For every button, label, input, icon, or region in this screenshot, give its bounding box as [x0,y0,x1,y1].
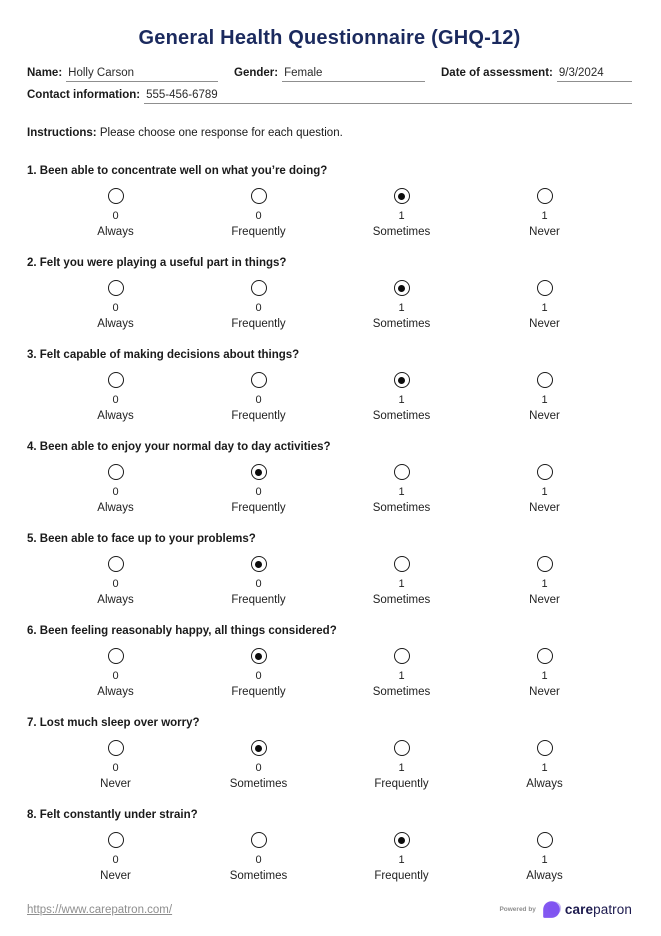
date-of-assessment-label: Date of assessment: [441,67,553,79]
answer-option [44,648,187,699]
option-score: 1 [541,762,548,774]
option-score: 1 [398,486,405,498]
option-score: 1 [541,302,548,314]
question-text: 6. Been feeling reasonably happy, all things considered? [27,625,337,637]
question-block [27,808,632,883]
answer-option [330,832,473,883]
option-label: Frequently [231,410,286,422]
powered-by-badge [499,899,632,920]
option-label: Always [97,410,134,422]
instructions-text [27,127,632,139]
answer-option [187,280,330,331]
option-score: 0 [112,302,119,314]
options-row [44,556,616,607]
answer-option [44,832,187,883]
answer-option [330,188,473,239]
answer-option [187,832,330,883]
name-input[interactable]: Holly Carson [66,67,218,82]
answer-option [330,280,473,331]
name-field [27,67,218,82]
radio-button[interactable] [537,372,553,388]
radio-button[interactable] [537,740,553,756]
option-score: 1 [398,762,405,774]
question-text: 7. Lost much sleep over worry? [27,717,200,729]
options-row [44,832,616,883]
option-score: 1 [541,486,548,498]
option-score: 0 [112,670,119,682]
option-score: 1 [541,854,548,866]
radio-button[interactable] [537,556,553,572]
answer-option [473,372,616,423]
radio-button[interactable] [251,556,267,572]
radio-button[interactable] [394,740,410,756]
option-label: Always [526,870,563,882]
option-label: Sometimes [229,870,288,882]
question-block [27,164,632,239]
question-block [27,440,632,515]
question-block [27,624,632,699]
option-score: 0 [255,486,262,498]
options-row [44,740,616,791]
answer-option [473,648,616,699]
radio-button[interactable] [108,372,124,388]
radio-button[interactable] [108,740,124,756]
header-fields-row-1 [27,67,632,82]
question-block [27,256,632,331]
option-score: 1 [541,394,548,406]
option-score: 0 [255,670,262,682]
answer-option [473,464,616,515]
answer-option [330,372,473,423]
gender-input[interactable]: Female [282,67,425,82]
contact-information-input[interactable]: 555-456-6789 [144,89,632,104]
option-score: 1 [541,670,548,682]
answer-option [187,464,330,515]
option-label: Always [97,594,134,606]
page-title: General Health Questionnaire (GHQ-12) [138,27,521,49]
option-label: Never [100,778,131,790]
radio-button[interactable] [251,740,267,756]
option-label: Frequently [231,502,286,514]
option-score: 0 [255,302,262,314]
answer-option [187,188,330,239]
answer-option [44,556,187,607]
option-label: Frequently [231,226,286,238]
radio-button[interactable] [251,832,267,848]
radio-button[interactable] [537,464,553,480]
radio-button[interactable] [108,832,124,848]
option-score: 0 [112,210,119,222]
radio-button[interactable] [394,188,410,204]
answer-option [330,464,473,515]
page-footer [27,899,632,920]
option-label: Always [97,502,134,514]
question-block [27,532,632,607]
powered-by-label: Powered by [499,906,536,913]
options-row [44,188,616,239]
date-of-assessment-input[interactable]: 9/3/2024 [557,67,632,82]
option-label: Sometimes [372,318,431,330]
question-text: 1. Been able to concentrate well on what you’re doing? [27,165,328,177]
radio-button[interactable] [251,188,267,204]
answer-option [187,556,330,607]
option-label: Never [529,410,560,422]
option-label: Frequently [374,870,429,882]
option-score: 0 [255,578,262,590]
radio-button[interactable] [537,188,553,204]
option-score: 0 [112,394,119,406]
carepatron-wordmark-bold: care [564,902,594,917]
option-label: Sometimes [372,226,431,238]
question-text: 8. Felt constantly under strain? [27,809,198,821]
answer-option [330,648,473,699]
radio-button[interactable] [108,648,124,664]
option-label: Never [529,686,560,698]
option-label: Frequently [374,778,429,790]
question-text: 2. Felt you were playing a useful part in things? [27,257,287,269]
answer-option [44,280,187,331]
option-label: Never [529,226,560,238]
carepatron-link[interactable]: https://www.carepatron.com/ [27,903,173,916]
answer-option [330,556,473,607]
option-score: 0 [255,210,262,222]
options-row [44,648,616,699]
option-score: 1 [541,578,548,590]
name-label: Name: [27,67,63,79]
question-block [27,348,632,423]
option-score: 1 [398,854,405,866]
options-row [44,280,616,331]
contact-information-field [27,89,632,104]
radio-button[interactable] [394,280,410,296]
answer-option [187,740,330,791]
question-text: 5. Been able to face up to your problems? [27,533,256,545]
answer-option [187,648,330,699]
option-score: 1 [398,670,405,682]
radio-button[interactable] [251,372,267,388]
radio-button[interactable] [394,648,410,664]
option-label: Sometimes [372,686,431,698]
radio-button[interactable] [537,648,553,664]
option-score: 0 [112,486,119,498]
option-score: 0 [112,762,119,774]
option-label: Sometimes [372,502,431,514]
radio-button[interactable] [108,556,124,572]
option-label: Never [529,594,560,606]
answer-option [44,740,187,791]
option-score: 0 [255,762,262,774]
question-block [27,716,632,791]
contact-information-label: Contact information: [27,89,141,101]
answer-option [44,464,187,515]
answer-option [187,372,330,423]
answer-option [473,188,616,239]
option-label: Never [529,502,560,514]
option-score: 1 [398,302,405,314]
header-fields-row-2 [27,89,632,104]
option-label: Frequently [231,318,286,330]
carepatron-bubble-icon [541,899,562,920]
instructions-body: Please choose one response for each question. [99,127,343,139]
radio-button[interactable] [108,188,124,204]
option-score: 0 [255,854,262,866]
options-row [44,372,616,423]
instructions-label: Instructions: [27,127,97,139]
option-score: 0 [112,578,119,590]
questions-list [27,164,632,883]
carepatron-wordmark-light: patron [593,902,632,917]
option-score: 1 [541,210,548,222]
carepatron-logo [541,899,632,920]
radio-button[interactable] [108,280,124,296]
option-score: 1 [398,210,405,222]
option-score: 0 [255,394,262,406]
options-row [44,464,616,515]
date-of-assessment-field [441,67,632,82]
option-score: 1 [398,394,405,406]
radio-button[interactable] [251,280,267,296]
option-score: 0 [112,854,119,866]
answer-option [330,740,473,791]
answer-option [473,832,616,883]
answer-option [44,188,187,239]
option-label: Never [100,870,131,882]
radio-button[interactable] [537,832,553,848]
carepatron-wordmark [565,902,632,917]
gender-label: Gender: [234,67,279,79]
option-label: Sometimes [372,410,431,422]
option-label: Sometimes [229,778,288,790]
answer-option [473,280,616,331]
option-label: Always [97,318,134,330]
radio-button[interactable] [251,464,267,480]
radio-button[interactable] [394,556,410,572]
option-label: Frequently [231,686,286,698]
option-label: Always [526,778,563,790]
answer-option [473,740,616,791]
option-label: Always [97,226,134,238]
radio-button[interactable] [108,464,124,480]
answer-option [473,556,616,607]
option-label: Never [529,318,560,330]
radio-button[interactable] [394,372,410,388]
question-text: 3. Felt capable of making decisions about things? [27,349,300,361]
radio-button[interactable] [394,832,410,848]
option-label: Always [97,686,134,698]
gender-field [234,67,425,82]
option-label: Sometimes [372,594,431,606]
question-text: 4. Been able to enjoy your normal day to day activities? [27,441,331,453]
radio-button[interactable] [394,464,410,480]
radio-button[interactable] [251,648,267,664]
radio-button[interactable] [537,280,553,296]
answer-option [44,372,187,423]
option-score: 1 [398,578,405,590]
option-label: Frequently [231,594,286,606]
